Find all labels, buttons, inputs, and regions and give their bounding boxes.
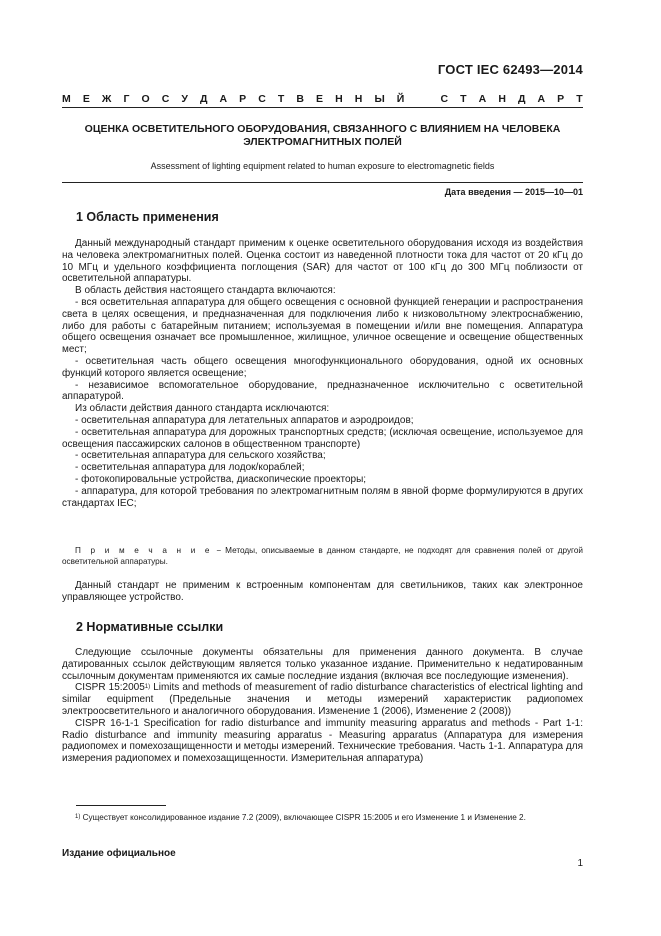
note xyxy=(62,545,583,567)
section-1-body xyxy=(62,238,583,509)
interstate-letter: Т xyxy=(460,93,467,105)
note-label: П р и м е ч а н и е xyxy=(75,546,213,555)
note-text: − Методы, описываемые в данном стандарте, не подходят для сравнения полей от другой осветительной аппаратуры. xyxy=(62,546,583,566)
interstate-letter: Т xyxy=(277,93,285,105)
interstate-letter: Е xyxy=(82,93,90,105)
section-2-heading: 2 Нормативные ссылки xyxy=(76,620,224,634)
section-1-paragraph: - осветительная аппаратура для летательных аппаратов и аэродроидов; xyxy=(75,414,414,426)
section-1-paragraph: - осветительная аппаратура для дорожных транспортных средств; (исключая освещение, используемое для освещения пассажирских салонов в общественном транспорте) xyxy=(62,426,583,450)
interstate-letter: Д xyxy=(199,93,208,105)
section-1-paragraph: Из области действия данного стандарта исключаются: xyxy=(75,403,330,415)
interstate-letter: Р xyxy=(239,93,247,105)
section-1-paragraph: Данный международный стандарт применим к оценке осветительного оборудования исходя из воздействия на человека электромагнитных полей. Оценка состоит из наведенной плотности тока для частот от 20 кГц до 10 МГц и удельного коэффициента поглощения (SAR) для частот от 100 кГц до 300 МГц поблизости от осветительной аппаратуры. xyxy=(62,238,583,285)
section-1-paragraph: - вся осветительная аппаратура для общего освещения с основной функцией генерации и распространения света в целях освещения, и предназначенная для подключения либо к низковольтному электроснабжению, либо для работы с батарейным питанием; используемая в помещении и/или вне помещения. Аппаратура общего освещения означает все промышленное, жилищное, уличное освещение и освещение общественных мест; xyxy=(62,296,583,356)
footnote xyxy=(62,812,583,823)
interstate-letter: Р xyxy=(557,93,565,105)
interstate-letter: Н xyxy=(354,93,363,105)
interstate-letter: А xyxy=(478,93,487,105)
closing-paragraph: Данный стандарт не применим к встроенным компонентам для светильников, таких как электронное управляющее устройство. xyxy=(62,580,583,603)
footnote-separator xyxy=(76,805,166,806)
interstate-standard-heading xyxy=(62,93,583,105)
title-line-2: ЭЛЕКТРОМАГНИТНЫХ ПОЛЕЙ xyxy=(243,136,402,148)
title-rule xyxy=(62,182,583,183)
interstate-letter: Н xyxy=(498,93,506,105)
cispr15-text: Limits and methods of measurement of radio disturbance characteristics of electrical lighting and similar equipment (Предельные значения и методы измерений характеристик радиопомех электроосветительного и аналогичного оборудования. Изменение 1 (2006), Изменение 2 (2008)) xyxy=(62,682,583,717)
interstate-letter: Д xyxy=(517,93,526,105)
title-line-1: ОЦЕНКА ОСВЕТИТЕЛЬНОГО ОБОРУДОВАНИЯ, СВЯЗАННОГО С ВЛИЯНИЕМ НА ЧЕЛОВЕКА xyxy=(84,123,561,135)
interstate-letter: С xyxy=(258,93,266,105)
cispr15-code: CISPR 15:2005 xyxy=(75,682,145,694)
interstate-letter: А xyxy=(537,93,546,105)
section-2-paragraph: Следующие ссылочные документы обязательны для применения данного документа. В случае датированных ссылок действующим является только указанное издание. Применительно к недатированным ссылочным документам применяются их самые последние издания (включая все последующие изменения). xyxy=(62,647,583,682)
interstate-letter: А xyxy=(219,93,228,105)
standard-id: ГОСТ IEC 62493—2014 xyxy=(437,62,583,77)
section-2-body xyxy=(62,647,583,765)
english-title: Assessment of lighting equipment related to human exposure to electromagnetic fields xyxy=(150,161,495,171)
interstate-letter: Г xyxy=(123,93,130,105)
interstate-letter: М xyxy=(62,93,71,105)
interstate-letter: Й xyxy=(396,93,405,105)
section-1-paragraph: - аппаратура, для которой требования по электромагнитным полям в явной форме формулируются в других стандартах IEC; xyxy=(62,485,583,509)
section-1-closing xyxy=(62,580,583,604)
section-1-paragraph: - осветительная аппаратура для сельского хозяйства; xyxy=(75,450,326,462)
section-1-paragraph: В область действия настоящего стандарта включаются: xyxy=(75,285,336,297)
interstate-letter: Н xyxy=(335,93,343,105)
document-title xyxy=(62,123,583,149)
page-number: 1 xyxy=(577,858,583,869)
section-1-paragraph: - осветительная аппаратура для лодок/кораблей; xyxy=(75,462,305,474)
interstate-letter: В xyxy=(296,93,304,105)
interstate-letter: С xyxy=(161,93,170,105)
cispr15-reference xyxy=(62,682,583,717)
interstate-letter: С xyxy=(440,93,449,105)
interstate-letter: У xyxy=(181,93,188,105)
section-1-paragraph: - осветительная часть общего освещения многофункционального оборудования, одной их основных функций которого является освещение; xyxy=(62,355,583,379)
footnote-mark: 1) xyxy=(75,814,81,820)
footnote-ref: 1) xyxy=(144,684,151,691)
section-1-paragraph: - независимое вспомогательное оборудование, предназначенное исключительно с осветительной аппаратурой. xyxy=(62,379,583,403)
interstate-letter: Ж xyxy=(101,93,112,105)
interstate-letter: Ы xyxy=(374,93,385,105)
section-1-heading: 1 Область применения xyxy=(76,210,219,224)
introduction-date: Дата введения — 2015—10—01 xyxy=(444,187,583,197)
header-rule xyxy=(62,107,583,108)
interstate-letter: Е xyxy=(316,93,324,105)
official-edition: Издание официальное xyxy=(62,848,176,859)
cispr16-reference: CISPR 16-1-1 Specification for radio disturbance and immunity measuring apparatus and methods - Part 1-1: Radio disturbance and immunity measuring apparatus - Measuring apparatus (Аппаратура для измерения радиопомех и помехозащищенности и методы измерений. Технические требования. Часть 1-1. Аппаратура для измерения радиопомех и помехозащищенности. Измерительная аппаратура) xyxy=(62,717,583,765)
interstate-letter: Т xyxy=(576,93,583,105)
section-1-paragraph: - фотокопировальные устройства, диаскопические проекторы; xyxy=(75,473,367,485)
interstate-letter: О xyxy=(141,93,150,105)
footnote-text: Существует консолидированное издание 7.2 (2009), включающее CISPR 15:2005 и его Изменение 1 и Изменение 2. xyxy=(80,813,526,822)
